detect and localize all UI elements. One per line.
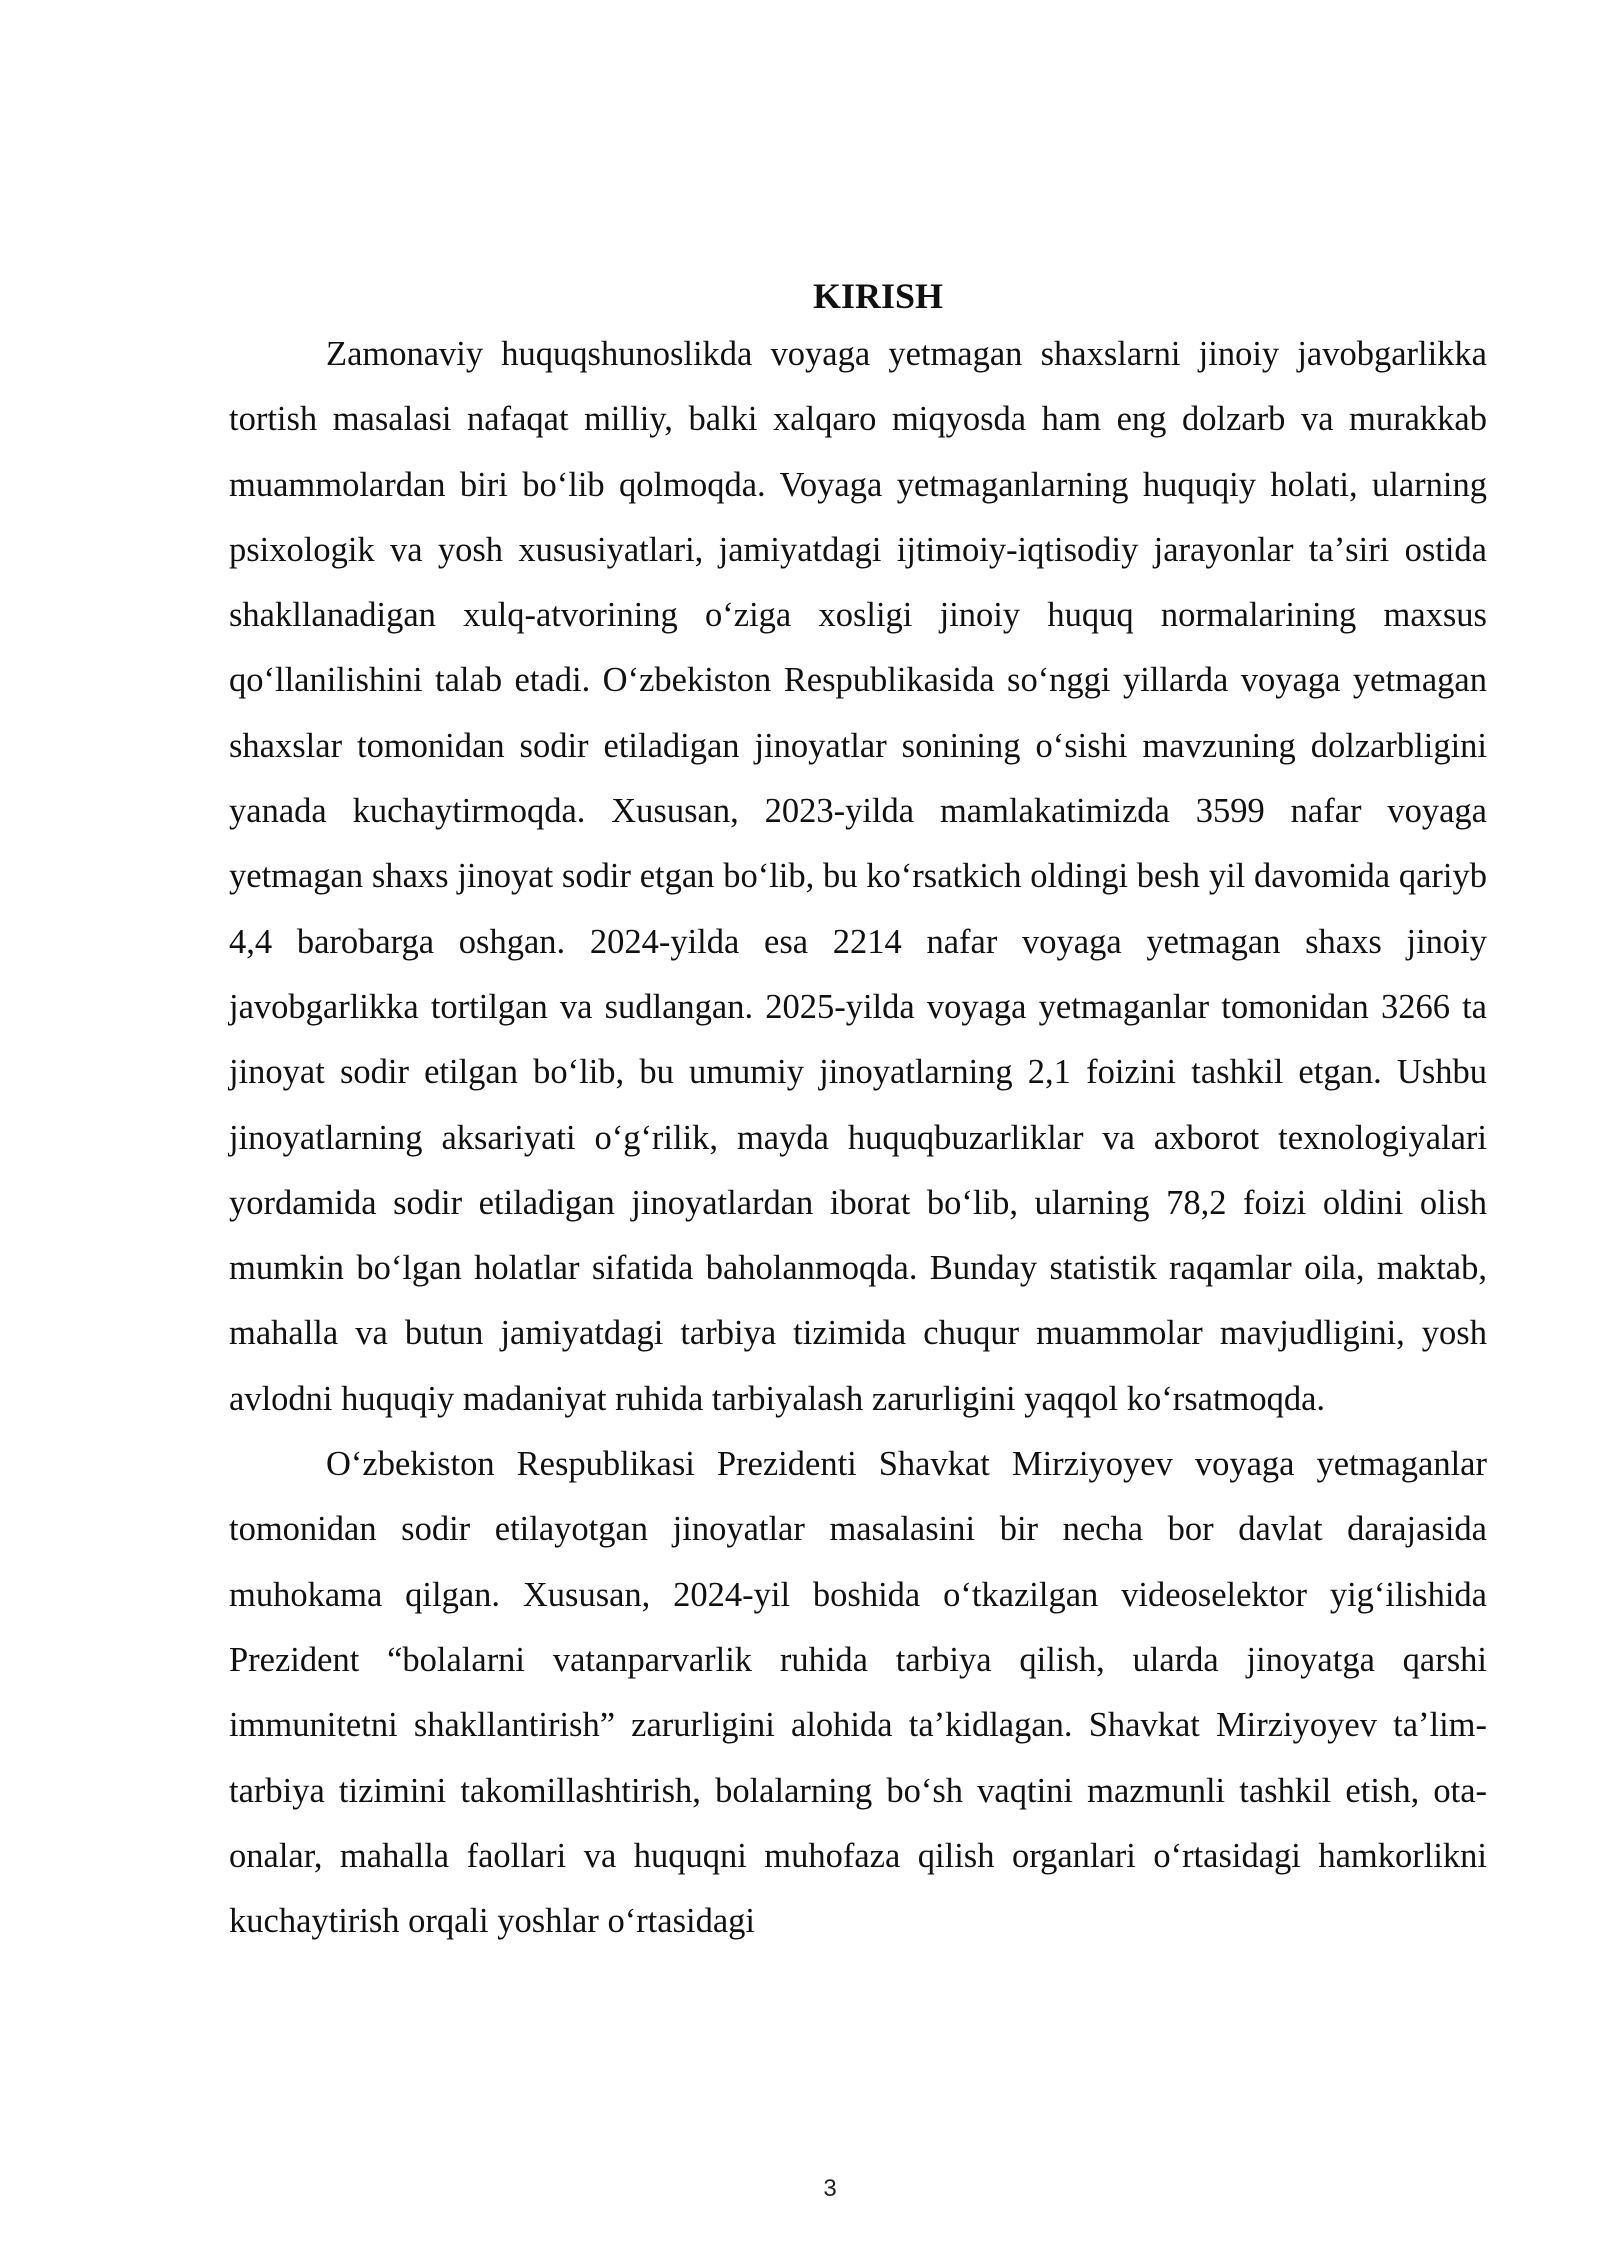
paragraph-2: Oʻzbekiston Respublikasi Prezidenti Shavkat Mirziyoyev voyaga yetmaganlar tomonidan sodir etilayotgan jinoyatlar masalasini bir necha bor davlat darajasida muhokama qilgan. Xususan, 2024-yil boshida oʻtkazilgan videoselektor yigʻilishida Prezident “bolalarni vatanparvarlik ruhida tarbiya qilish, ularda jinoyatga qarshi immunitetni shakllantirish” zarurligini alohida taʼkidlagan. Shavkat Mirziyoyev taʼlim-tarbiya tizimini takomillashtirish, bolalarning boʻsh vaqtini mazmunli tashkil etish, ota-onalar, mahalla faollari va huquqni muhofaza qilish organlari oʻrtasidagi hamkorlikni kuchaytirish orqali yoshlar oʻrtasidagi [229, 1445, 1487, 1941]
paragraph-1: Zamonaviy huquqshunoslikda voyaga yetmagan shaxslarni jinoiy javobgarlikka tortish masalasi nafaqat milliy, balki xalqaro miqyosda ham eng dolzarb va murakkab muammolardan biri boʻlib qolmoqda. Voyaga yetmaganlarning huquqiy holati, ularning psixologik va yosh xususiyatlari, jamiyatdagi ijtimoiy-iqtisodiy jarayonlar taʼsiri ostida shakllanadigan xulq-atvorining oʻziga xosligi jinoiy huquq normalarining maxsus qoʻllanilishini talab etadi. Oʻzbekiston Respublikasida soʻnggi yillarda voyaga yetmagan shaxslar tomonidan sodir etiladigan jinoyatlar sonining oʻsishi mavzuning dolzarbligini yanada kuchaytirmoqda. Xususan, 2023-yilda mamlakatimizda 3599 nafar voyaga yetmagan shaxs jinoyat sodir etgan boʻlib, bu koʻrsatkich oldingi besh yil davomida qariyb 4,4 barobarga oshgan. 2024-yilda esa 2214 nafar voyaga yetmagan shaxs jinoiy javobgarlikka tortilgan va sudlangan. 2025-yilda voyaga yetmaganlar tomonidan 3266 ta jinoyat sodir etilgan boʻlib, bu umumiy jinoyatlarning 2,1 foizini tashkil etgan. Ushbu jinoyatlarning aksariyati oʻgʻrilik, mayda huquqbuzarliklar va axborot texnologiyalari yordamida sodir etiladigan jinoyatlardan iborat boʻlib, ularning 78,2 foizi oldini olish mumkin boʻlgan holatlar sifatida baholanmoqda. Bunday statistik raqamlar oila, maktab, mahalla va butun jamiyatdagi tarbiya tizimida chuqur muammolar mavjudligini, yosh avlodni huquqiy madaniyat ruhida tarbiyalash zarurligini yaqqol koʻrsatmoqda. [229, 335, 1487, 1418]
page-number: 3 [823, 2175, 837, 2202]
section-title: KIRISH [812, 276, 944, 316]
page-body [229, 270, 1487, 1954]
